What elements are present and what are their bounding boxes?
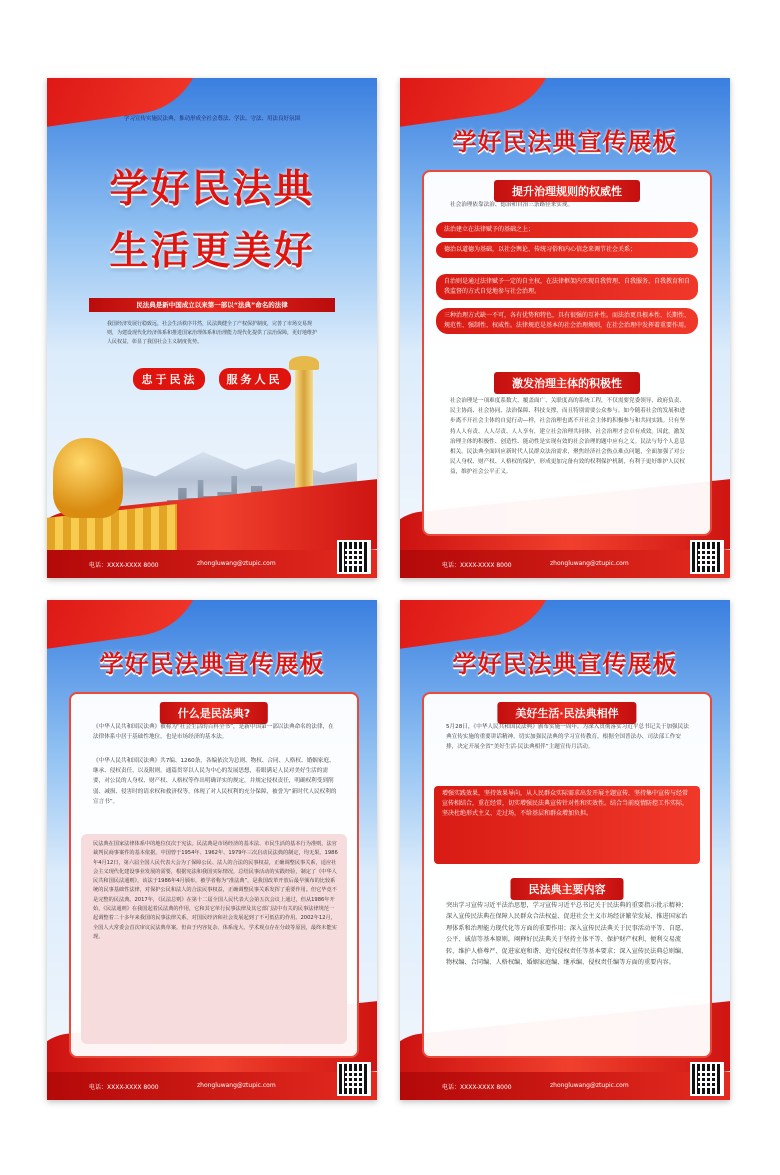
- poster-title: 学好民法典宣传展板: [99, 650, 325, 678]
- content-card: [69, 692, 359, 1058]
- section-body-1: 5月28日，《中华人民共和国民法典》颁布实施一周年。为深入贯彻落实习近平总书记关于加强民法典宣传实施的重要讲话精神，切实加强民法典的学习宣传教育，根据全国普法办、司法部工作安排，决定开展全省“美好生活·民法典相伴”主题宣传月活动。: [446, 724, 689, 751]
- footer-phone: 电话：XXXX-XXXX 8000: [89, 562, 159, 569]
- poster-title: 学好民法典宣传展板: [452, 128, 678, 156]
- slogans: [47, 368, 377, 390]
- poster-title: 学好民法典宣传展板: [452, 650, 678, 678]
- section-body-2: 突出学习宣传习近平法治思想，学习宣传习近平总书记关于民法典的重要指示批示精神；深入宣传民法典在保障人民群众合法权益、促进社会主义市场经济繁荣发展、推进国家治理体系和治理能力现代化等方面的重要作用；深入宣传民法典关于民事活动平等、自愿、公平、诚信等基本原则，阐释好民法典关于坚持主体平等、保护财产权利、便利交易流转、维护人格尊严、促进家庭和谐、追究侵权责任等基本要求；深入宣传民法典总则编、物权编、合同编、人格权编、婚姻家庭编、继承编、侵权责任编等方面的重要内容。: [446, 902, 688, 967]
- section-heading: 民法典主要内容: [511, 878, 624, 900]
- section-heading: 什么是民法典?: [160, 702, 268, 724]
- footer-site: zhongluwang@ztupic.com: [550, 1082, 629, 1089]
- point-self-governance: 自治则是通过法律赋予一定的自主权，在法律框架内实现自我管理、自我服务、自我教育和自我监督的方式自觉地参与社会治理。: [436, 274, 698, 300]
- poster-main-content: [400, 600, 730, 1100]
- section-body-1: 《中华人民共和国民法典》被称为“社会生活的百科全书”，是新中国第一部以法典命名的法律，在法律体系中居于基础性地位，也是市场经济的基本法。: [93, 724, 334, 741]
- point-rule-of-virtue: 德治以道德为基础，以社会舆论、传统习俗和内心信念来调节社会关系；: [436, 242, 698, 258]
- content-card: [422, 692, 712, 1058]
- poster-title-line1: 学好民法典: [109, 167, 315, 212]
- footer-bar: [400, 1072, 730, 1100]
- stone-lion: [53, 438, 123, 518]
- red-ribbon: [47, 78, 211, 132]
- poster-banner: 民法典是新中国成立以来第一部以“法典”命名的法律: [89, 298, 335, 312]
- poster-cover: [47, 78, 377, 578]
- poster-what-is-civil-code: [47, 600, 377, 1100]
- history-body: 民法典在国家法律体系中的地位仅次于宪法。民法典是市场经济的基本法、市民生活的基本行为准则，法官裁判民商事案件的基本依据。中国曾于1954年、1962年、1979年三次启动民法典的制定，均无果。1986年4月12日，第六届全国人民代表大会为了保障公民、法人的合法的民事权益，正确调整民事关系，适应社会主义现代化建设事业发展的需要，根据宪法和我国实际情况，总结民事活动的实践经验，制定了《中华人民共和国民法通则》，该法于1986年4月颁布，被学者称为“准法典”，是我国改革开放后最早颁布的比较系统的民事基础性法律，对保护公民和法人的合法民事权益，正确调整民事关系发挥了重要作用。但它毕竟不是完整的民法典。2017年，《民法总则》在第十二届全国人民代表大会第五次会议上通过，但从1986年开始，《民法通则》在我国起着民法典的作用，它和其它单行民事法律及其它部门法中有关的民事法律规范一起调整着二十多年来我国的民事法律关系，对国民经济和社会发展起到了不可低估的作用。2002年12月，全国人大常委会首次审议民法典草案。但由于内容复杂、体系庞大、学术观点存在分歧等原因，最终未能实现。: [93, 841, 338, 940]
- section-body-2: 《中华人民共和国民法典》共7编、1260条，各编依次为总则、物权、合同、人格权、婚姻家庭、继承、侵权责任，以及附则。通篇贯穿以人民为中心的发展思想，着眼满足人民对美好生活的需要，对公民的人身权、财产权、人格权等作出明确详实的规定，并规定侵权责任，明确权利受到削弱、减损、侵害时的请求权和救济权等，体现了对人民权利的充分保障，被誉为“新时代人民权利的宣言书”。: [93, 758, 337, 805]
- point-summary: 三种治理方式缺一不可，各有优势和特色，具有很强的互补性。而法治更具根本性、长期性、规范性、强制性、权威性。法律规范是基本的社会治理规则，在社会治理中发挥着重要作用。: [436, 308, 698, 334]
- footer-bar: [47, 550, 377, 578]
- content-card: [422, 170, 712, 536]
- footer-site: zhongluwang@ztupic.com: [550, 560, 629, 567]
- poster-title-line2: 生活更美好: [109, 229, 315, 274]
- qr-code: [337, 540, 371, 574]
- footer-phone: 电话：XXXX-XXXX 8000: [442, 562, 512, 569]
- footer-bar: [47, 1072, 377, 1100]
- section-heading: 美好生活·民法典相伴: [497, 702, 636, 724]
- footer-bar: [400, 550, 730, 578]
- footer-phone: 电话：XXXX-XXXX 8000: [442, 1084, 512, 1091]
- qr-code: [690, 540, 724, 574]
- section-body: 社会治理是一项难度系数大、覆盖面广、关联度高的系统工程，不仅需要党委领导、政府负责、民主协商、社会协同、法治保障、科技支撑，而且特别需要公众参与。如今随着社会的发展和进步离不开社会主体的自觉行动—样，社会治理也离不开社会主体的积极参与和共同实践。只有坚持人人有责、人人尽责、人人享有，建立社会治理共同体，社会治理才会卓有成效。因此，激发治理主体的积极性、创造性、能动性是实现有效的社会治理的题中应有之义。民法与每个人息息相关。民法典全面回应新时代人民群众法治需求，聚焦经济社会热点难点问题，全面加强了对公民人身权、财产权、人格权的保护，形成更加完备有效的权利保护机制，有利于更好维护人民权益，维护社会公平正义。: [450, 398, 685, 476]
- section-heading: 激发治理主体的积极性: [494, 372, 640, 394]
- qr-code: [337, 1062, 371, 1096]
- poster-kicker: 学习宣传实施民法典，推动形成全社会尊法、学法、守法、用法良好氛围: [123, 116, 300, 122]
- slogan-2: 服务人民: [219, 368, 291, 390]
- highlight-box: 增强实践效果，坚持效果导向，从人民群众实际需求出发开展主题宣传，坚持集中宣传与经常宣传相结合，重在经常，切实增强民法典宣传针对性和实效性。结合当前疫情防控工作实际，坚决杜绝形式主义、走过场，不给基层和群众增加负担。: [434, 786, 700, 864]
- slogan-1: 忠于民法: [133, 368, 205, 390]
- poster-body: 我国经济发展行稳致远，社会生活秩序井然，民法典健全了产权保护制度，完善了市场交易规则，为建设现代化经济体系和推进国家治理体系和治理能力现代化提供了法治保障，更好地维护人民权益，彰显了我国社会主义制度优势。: [107, 321, 318, 345]
- point-rule-of-law: 法治建立在法律赋予的基础之上；: [436, 222, 698, 238]
- poster-governance: [400, 78, 730, 578]
- qr-code: [690, 1062, 724, 1096]
- footer-phone: 电话：XXXX-XXXX 8000: [89, 1084, 159, 1091]
- section-intro: 社会治理依靠法治、德治和自治三条路径来实现。: [450, 202, 574, 208]
- footer-site: zhongluwang@ztupic.com: [197, 1082, 276, 1089]
- section-heading: 提升治理规则的权威性: [494, 180, 640, 202]
- footer-site: zhongluwang@ztupic.com: [197, 560, 276, 567]
